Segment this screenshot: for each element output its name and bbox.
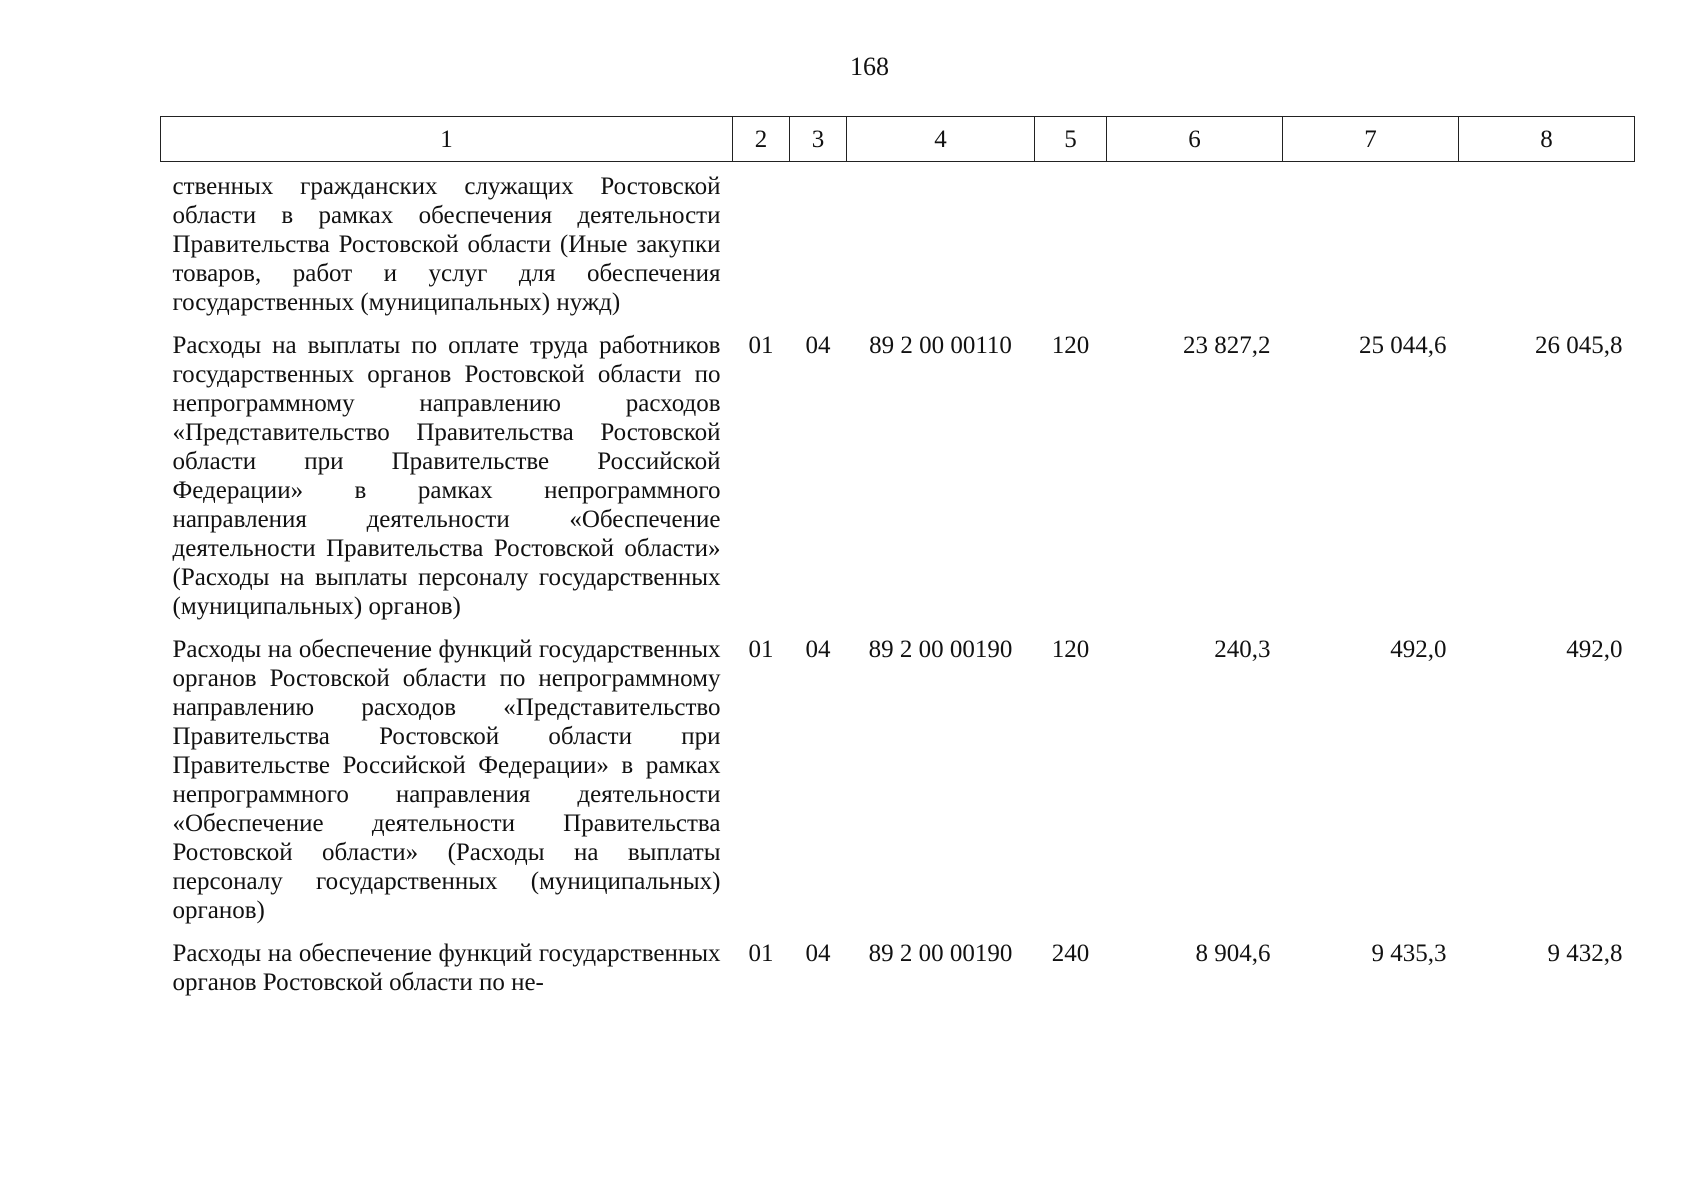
row-amount-col7: 492,0 [1390, 636, 1447, 663]
header-col-8: 8 [1459, 117, 1635, 162]
header-col-5: 5 [1035, 117, 1107, 162]
table-row [161, 162, 1635, 332]
header-col-1: 1 [161, 117, 733, 162]
header-col-7: 7 [1283, 117, 1459, 162]
row-section: 01 [748, 636, 774, 663]
header-col-3: 3 [790, 117, 847, 162]
row-amount-col6: 8 904,6 [1195, 940, 1271, 967]
row-expense-type [1035, 162, 1107, 332]
row-description: Расходы на обеспечение функций государственных органов Ростовской области по не- [172, 940, 721, 996]
row-description: Расходы на обеспечение функций государственных органов Ростовской области по непрограммному направлению расходов «Представительство Правительства Ростовской области при Правительстве Российской Федерации» в рамках непрограммного направления деятельности «Обеспечение деятельности Правительства Ростовской области» (Расходы на выплаты персоналу государственных (муниципальных) органов) [172, 636, 721, 924]
row-section: 01 [748, 940, 774, 967]
table-row [161, 331, 1635, 635]
header-col-4: 4 [847, 117, 1035, 162]
table-row [161, 939, 1635, 1011]
budget-table [160, 116, 1635, 1011]
row-subsection [790, 162, 847, 332]
row-section: 01 [748, 332, 774, 359]
row-subsection: 04 [805, 940, 831, 967]
row-amount-col6: 240,3 [1214, 636, 1271, 663]
row-target-article: 89 2 00 00110 [869, 332, 1012, 359]
row-amount-col7 [1283, 162, 1459, 332]
row-amount-col8: 9 432,8 [1547, 940, 1623, 967]
page-number: 168 [850, 52, 889, 81]
row-amount-col8: 26 045,8 [1535, 332, 1623, 359]
row-amount-col8 [1459, 162, 1635, 332]
header-col-2: 2 [733, 117, 790, 162]
row-expense-type: 240 [1051, 940, 1090, 967]
row-target-article [847, 162, 1035, 332]
header-col-6: 6 [1107, 117, 1283, 162]
row-amount-col7: 25 044,6 [1359, 332, 1447, 359]
row-section [733, 162, 790, 332]
row-target-article: 89 2 00 00190 [868, 940, 1013, 967]
row-target-article: 89 2 00 00190 [868, 636, 1013, 663]
row-description: ственных гражданских служащих Ростовской области в рамках обеспечения деятельности Правительства Ростовской области (Иные закупки товаров, работ и услуг для обеспечения государственных (муниципальных) нужд) [172, 173, 721, 316]
table-row [161, 635, 1635, 939]
row-description: Расходы на выплаты по оплате труда работников государственных органов Ростовской области по непрограммному направлению расходов «Представительство Правительства Ростовской области при Правительстве Российской Федерации» в рамках непрограммного направления деятельности «Обеспечение деятельности Правительства Ростовской области» (Расходы на выплаты персоналу государственных (муниципальных) органов) [172, 332, 721, 620]
row-amount-col6: 23 827,2 [1183, 332, 1271, 359]
row-amount-col8: 492,0 [1566, 636, 1623, 663]
row-expense-type: 120 [1051, 636, 1090, 663]
row-expense-type: 120 [1051, 332, 1090, 359]
row-amount-col7: 9 435,3 [1371, 940, 1447, 967]
row-subsection: 04 [805, 636, 831, 663]
row-amount-col6 [1107, 162, 1283, 332]
table-header-row [161, 117, 1635, 162]
row-subsection: 04 [805, 332, 831, 359]
